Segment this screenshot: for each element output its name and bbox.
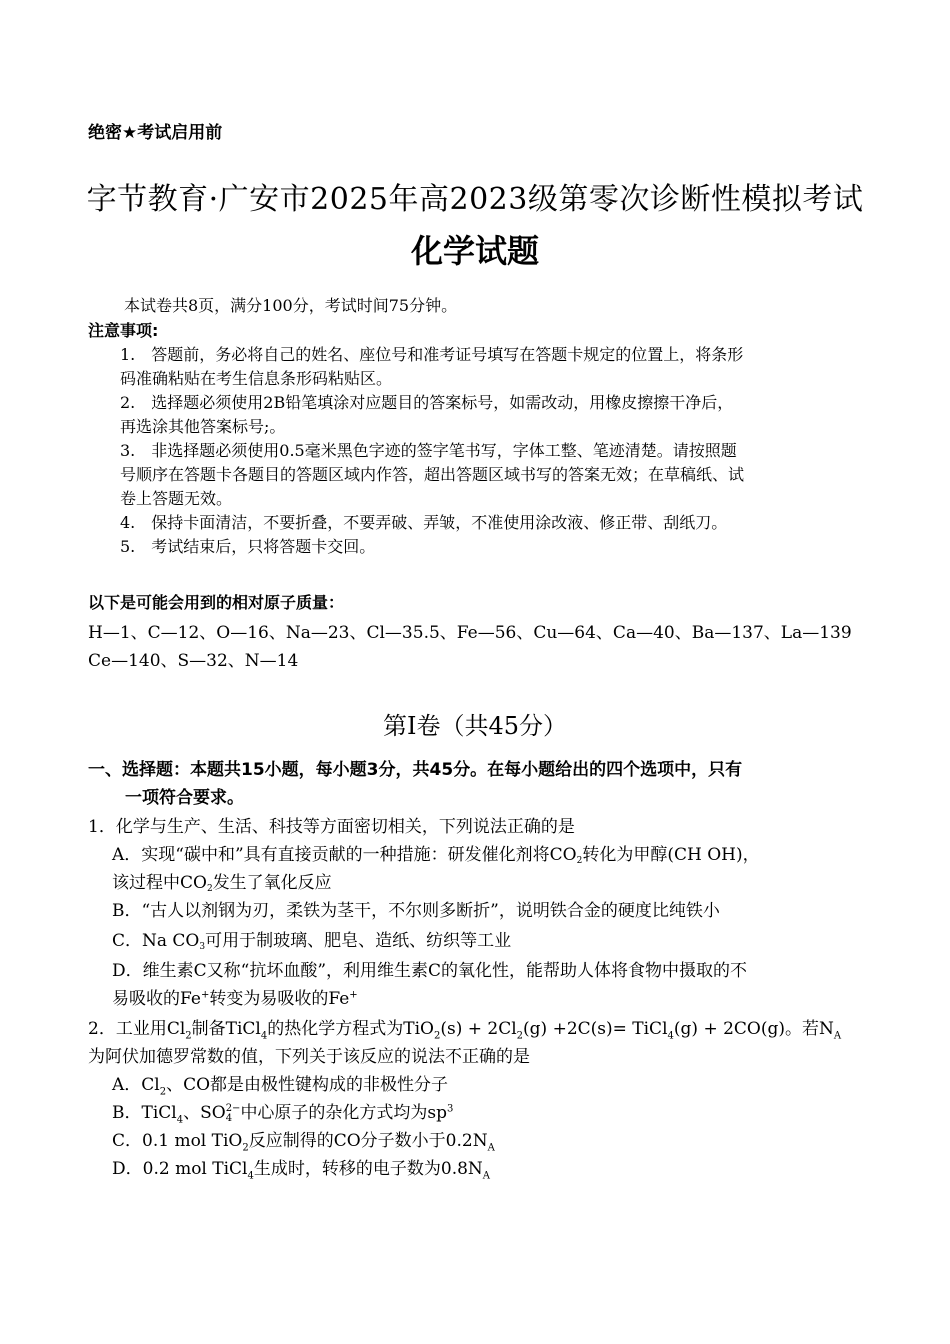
q2-option-d [112,1154,490,1181]
option-text: 、CO都是由极性键构成的非极性分子 [166,1075,449,1095]
option-text: )， [736,845,760,865]
option-text: B．TiCl [112,1103,177,1123]
subscript: 2 [516,1030,524,1042]
q1-option-d: D．维生素C又称“抗坏血酸”，利用维生素C的氧化性，能帮助人体将食物中摄取的不 [112,961,748,981]
section-heading-cont: 一项符合要求。 [125,788,244,808]
secret-label: 绝密★考试启用前 [88,123,223,143]
subscript: A [833,1030,842,1042]
option-text: 易吸收的 [112,989,180,1009]
option-text: 转变为易吸收的 [209,989,329,1009]
q1-option-a [112,840,760,866]
formula-fe: Fe [328,989,350,1009]
question-1-stem: 1．化学与生产、生活、科技等方面密切相关，下列说法正确的是 [88,817,575,837]
formula-ch3oh: CH OH [674,845,736,865]
part-title: 第I卷（共45分） [382,712,568,740]
formula-fe: Fe [180,989,201,1009]
q1-option-a-cont [112,868,332,894]
q2-option-b [112,1098,453,1125]
notice-heading: 注意事项: [88,321,159,340]
notice-line: 卷上答题无效。 [120,489,233,508]
superscript: + [200,989,210,1001]
q1-option-b: B．“古人以剂钢为刃，柔铁为茎干，不尔则多断折”，说明铁合金的硬度比纯铁小 [112,901,720,921]
subscript: 2 [242,1142,249,1154]
question-2-stem [88,1014,841,1041]
option-text: 转化为甲醇( [582,845,674,865]
intro-text: 本试卷共8页，满分100分，考试时间75分钟。 [124,296,458,315]
question-2-stem-cont: 为阿伏加德罗常数的值，下列关于该反应的说法不正确的是 [88,1047,530,1067]
superscript: 2− [225,1102,241,1114]
notice-line: 2. 选择题必须使用2B铅笔填涂对应题目的答案标号，如需改动，用橡皮擦擦干净后， [120,393,734,412]
section-heading: 一、选择题：本题共15小题，每小题3分，共45分。在每小题给出的四个选项中，只有 [88,760,743,780]
stem-text: 的热化学方程式为TiO [267,1019,434,1039]
notice-line: 码准确粘贴在考生信息条形码粘贴区。 [120,369,393,388]
q1-option-d-cont [112,984,358,1009]
subscript: 2 [159,1086,167,1098]
subscript: 4 [247,1170,254,1182]
subscript: 2 [576,856,583,866]
notice-line: 号顺序在答题卡各题目的答题区域内作答，超出答题区域书写的答案无效；在草稿纸、试 [120,465,745,484]
option-text: 中心原子的杂化方式均为sp [240,1103,448,1123]
subscript: 3 [199,942,206,952]
subscript: 4 [176,1114,184,1126]
stem-text: (g) +2C(s)= TiCl [523,1019,668,1039]
superscript: 3 [447,1103,454,1115]
notice-line: 4. 保持卡面清洁，不要折叠，不要弄破、弄皱，不准使用涂改液、修正带、刮纸刀。 [120,513,728,532]
option-text: D．0.2 mol TiCl [112,1159,248,1179]
stem-text: 制备TiCl [191,1019,261,1039]
subscript: 4 [260,1030,268,1042]
formula-co2: CO [180,873,207,893]
option-text: A．实现“碳中和”具有直接贡献的一种措施：研发催化剂将 [112,845,550,865]
subscript: A [482,1170,491,1182]
superscript: + [349,989,358,1001]
subscript: 2 [206,884,213,894]
stem-text: (g) + 2CO(g)。若N [673,1019,834,1039]
sulfate-charge [226,1104,241,1124]
subscript: 2 [433,1030,441,1042]
subscript: 4 [667,1030,674,1042]
option-text: C．0.1 mol TiO [112,1131,243,1151]
subscript: 2 [185,1030,192,1042]
stem-text: (s) + 2Cl [440,1019,517,1039]
subscript: A [487,1142,495,1154]
option-text: 发生了氧化反应 [212,873,332,893]
notice-line: 再选涂其他答案标号;。 [120,417,286,436]
option-text: 反应制得的CO分子数小于0.2N [248,1131,488,1151]
notice-line: 5. 考试结束后，只将答题卡交回。 [120,537,376,556]
exam-title: 字节教育·广安市2025年高2023级第零次诊断性模拟考试 [86,182,864,217]
option-text: C． [112,931,143,951]
notice-line: 3. 非选择题必须使用0.5毫米黑色字迹的签字笔书写，字体工整、笔迹清楚。请按照题 [120,441,737,460]
formula-co2: CO [549,845,577,865]
atomic-mass-heading: 以下是可能会用到的相对原子质量： [88,593,345,612]
option-text: 可用于制玻璃、肥皂、造纸、纺织等工业 [205,931,512,951]
q2-option-a [112,1070,448,1097]
notice-line: 1. 答题前，务必将自己的姓名、座位号和准考证号填写在答题卡规定的位置上，将条形 [120,345,744,364]
formula-na2co3: Na CO [142,931,200,951]
subject-title: 化学试题 [410,232,539,270]
stem-text: 2．工业用Cl [88,1019,186,1039]
q2-option-c [112,1126,495,1153]
subscript: 4 [225,1112,233,1124]
option-text: 该过程中 [112,873,180,893]
option-text: 生成时，转移的电子数为0.8N [253,1159,483,1179]
q1-option-c [112,926,511,952]
option-text: 、SO [183,1103,226,1123]
atomic-mass-line: H—1、C—12、O—16、Na—23、Cl—35.5、Fe—56、Cu—64、Ca—40、Ba—137、La—139 [88,623,852,643]
atomic-mass-line: Ce—140、S—32、N—14 [88,651,299,671]
option-text: A．Cl [112,1075,160,1095]
